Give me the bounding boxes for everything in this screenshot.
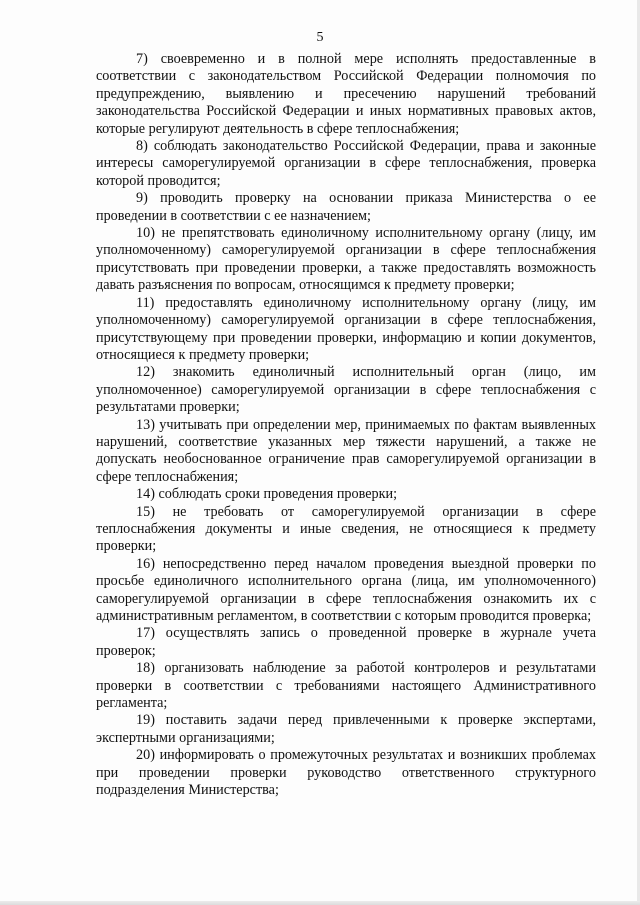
list-item-13: 13) учитывать при определении мер, принимаемых по фактам выявленных нарушений, соответствие указанных мер тяжести нарушений, а также не допускать необоснованное ограничение прав саморегулируемой организации в сфере теплоснабжения; xyxy=(96,416,596,485)
list-item-9: 9) проводить проверку на основании приказа Министерства о ее проведении в соответствии с ее назначением; xyxy=(96,190,596,224)
list-item-20: 20) информировать о промежуточных результатах и возникших проблемах при проведении проверки руководство ответственного структурного подразделения Министерства; xyxy=(96,747,596,799)
list-item-10: 10) не препятствовать единоличному исполнительному органу (лицу, им уполномоченному) саморегулируемой организации в сфере теплоснабжения присутствовать при проведении проверки, а также предоставлять возможность давать разъяснения по вопросам, относящимся к предмету проверки; xyxy=(96,225,596,294)
list-item-17: 17) осуществлять запись о проведенной проверке в журнале учета проверок; xyxy=(96,625,596,659)
list-item-18: 18) организовать наблюдение за работой контролеров и результатами проверки в соответствии с требованиями настоящего Административного регламента; xyxy=(96,660,596,712)
list-item-16: 16) непосредственно перед началом проведения выездной проверки по просьбе единоличного исполнительного органа (лица, им уполномоченного) саморегулируемой организации в сфере теплоснабжения ознакомить их с административным регламентом, в соответствии с которым проводится проверка; xyxy=(96,555,596,624)
list-item-7: 7) своевременно и в полной мере исполнять предоставленные в соответствии с законодательством Российской Федерации полномочия по предупреждению, выявлению и пресечению нарушений требований законодательства Российской Федерации и иных нормативных правовых актов, которые регулируют деятельность в сфере теплоснабжения; xyxy=(96,51,596,137)
list-item-12: 12) знакомить единоличный исполнительный орган (лицо, им уполномоченное) саморегулируемой организации в сфере теплоснабжения с результатами проверки; xyxy=(96,364,596,416)
list-item-19: 19) поставить задачи перед привлеченными к проверке экспертами, экспертными организациями; xyxy=(96,712,596,746)
list-item-11: 11) предоставлять единоличному исполнительному органу (лицу, им уполномоченному) саморегулируемой организации в сфере теплоснабжения, присутствующему при проведении проверки, информацию и копии документов, относящиеся к предмету проверки; xyxy=(96,294,596,363)
page-number: 5 xyxy=(316,30,324,45)
document-body xyxy=(96,51,596,799)
list-item-8: 8) соблюдать законодательство Российской Федерации, права и законные интересы саморегулируемой организации в сфере теплоснабжения, проверка которой проводится; xyxy=(96,138,596,189)
scan-bottom-edge xyxy=(0,901,640,905)
list-item-14: 14) соблюдать сроки проведения проверки; xyxy=(136,486,398,503)
list-item-15: 15) не требовать от саморегулируемой организации в сфере теплоснабжения документы и иные сведения, не относящиеся к предмету проверки; xyxy=(96,503,596,555)
